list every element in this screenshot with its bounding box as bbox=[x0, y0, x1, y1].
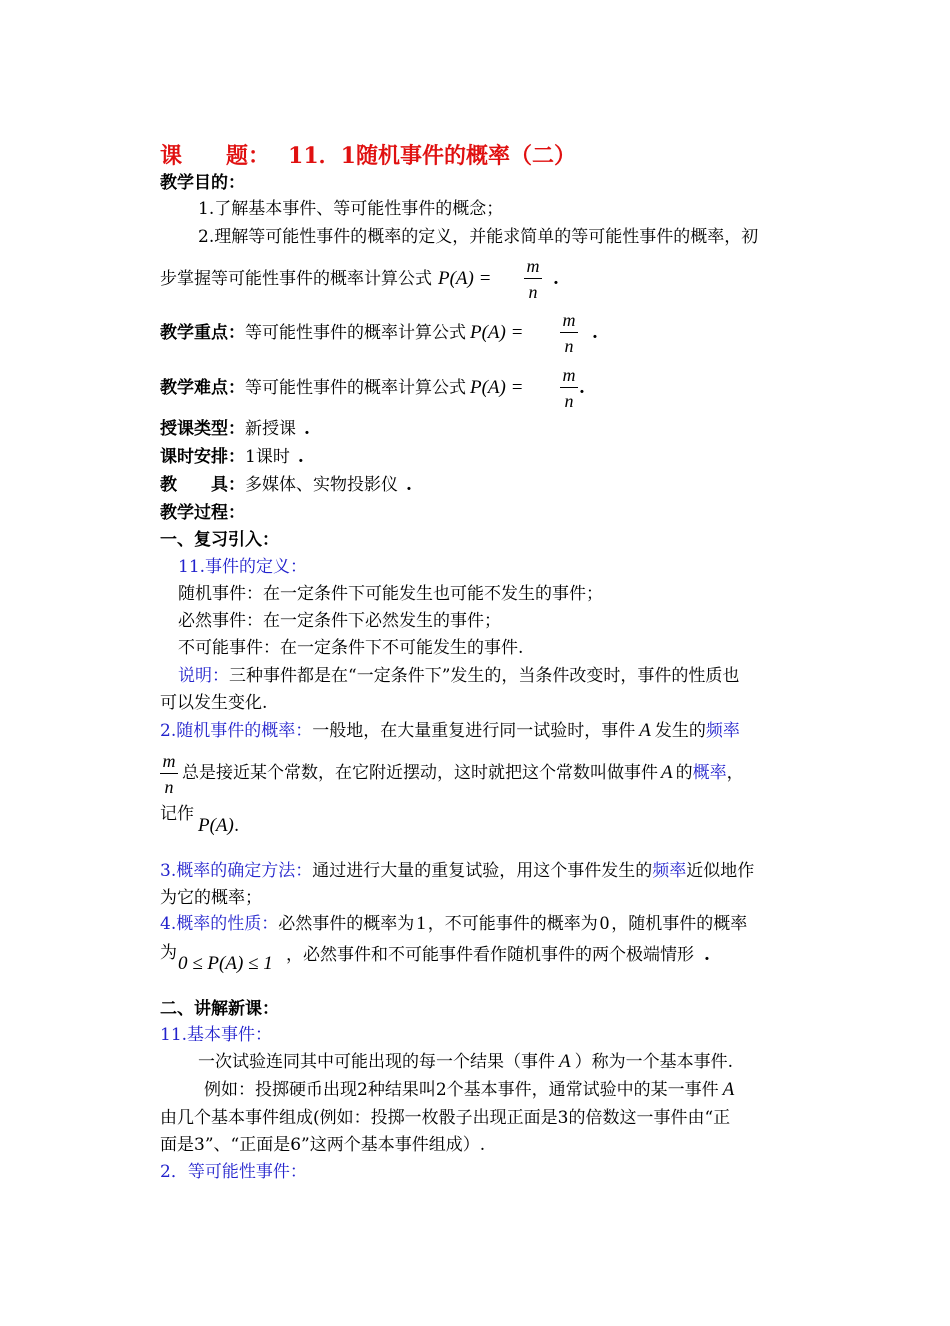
key-point bbox=[160, 322, 523, 344]
item-4-one: 1 bbox=[416, 913, 426, 934]
fraction-bar bbox=[560, 387, 578, 388]
item-3-text2: 近似地作 bbox=[686, 861, 755, 881]
item-4-zero: 0 bbox=[599, 913, 610, 934]
key-point-text: 等可能性事件的概率计算公式 bbox=[245, 323, 466, 343]
difficulty-denominator: n bbox=[564, 391, 574, 411]
item-4-text: 必然事件的概率为 bbox=[278, 914, 415, 934]
review-item-2 bbox=[160, 720, 740, 742]
example-line-1 bbox=[204, 1079, 734, 1101]
random-event-def: 随机事件：在一定条件下可能发生也可能不发生的事件； bbox=[178, 584, 603, 604]
item-2-probability: 概率 bbox=[692, 763, 727, 783]
objective-item-2-line1: 2.理解等可能性事件的概率的定义，并能求简单的等可能性事件的概率，初 bbox=[198, 227, 759, 247]
lesson-type-label: 授课类型： bbox=[160, 419, 245, 439]
review-item-3 bbox=[160, 860, 754, 882]
item-3-text: 通过进行大量的重复试验，用这个事件发生的 bbox=[312, 861, 653, 881]
item-2-text: 一般地，在大量重复进行同一试验时，事件 bbox=[312, 721, 636, 741]
item-2-event-A: A bbox=[639, 720, 651, 741]
item-4-line2b-text: ，必然事件和不可能事件看作随机事件的两个极端情形 bbox=[286, 945, 694, 965]
hours bbox=[160, 446, 304, 468]
hours-value: 1课时 bbox=[245, 447, 290, 467]
example-A: A bbox=[722, 1079, 735, 1100]
item-2-PA bbox=[198, 815, 239, 837]
new-item-1-text bbox=[198, 1051, 733, 1073]
item-4-line-2a: 为 bbox=[160, 943, 177, 963]
item-4-text3: ，随机事件的概率 bbox=[611, 914, 748, 934]
difficulty-end-dot: . bbox=[579, 378, 585, 398]
item-2-numerator: m bbox=[162, 751, 176, 771]
objectives-heading: 教学目的： bbox=[160, 173, 245, 193]
new-lesson-heading: 二、讲解新课： bbox=[160, 999, 279, 1019]
review-item-4 bbox=[160, 913, 747, 935]
example-text-a: 例如：投掷硬币出现2种结果叫2个基本事件，通常试验中的某一事件 bbox=[204, 1080, 719, 1100]
review-note bbox=[178, 665, 739, 687]
note-text: 三种事件都是在“一定条件下”发生的，当条件改变时，事件的性质也 bbox=[229, 666, 740, 686]
difficulty-text: 等可能性事件的概率计算公式 bbox=[245, 378, 466, 398]
lesson-type-value: 新授课 bbox=[245, 419, 296, 439]
new-item-1-A: A bbox=[559, 1051, 571, 1072]
formula-lhs: P(A) = bbox=[438, 268, 492, 289]
item-4-text2: ，不可能事件的概率为 bbox=[427, 914, 598, 934]
difficulty-label: 教学难点： bbox=[160, 378, 245, 398]
review-item-1-title: 11.事件的定义： bbox=[178, 557, 308, 577]
note-label: 说明： bbox=[178, 666, 229, 686]
objective-end-dot: . bbox=[553, 269, 559, 289]
tools bbox=[160, 474, 412, 496]
formula-numerator: m bbox=[526, 256, 540, 276]
new-item-1-text-a: 一次试验连同其中可能出现的每一个结果（事件 bbox=[198, 1052, 555, 1072]
tools-label: 教 具： bbox=[160, 475, 245, 495]
key-point-end-dot: . bbox=[592, 323, 598, 343]
item-2-line2a: 总是接近某个常数，在它附近摆动，这时就把这个常数叫做事件 bbox=[182, 763, 658, 783]
certain-event-def: 必然事件：在一定条件下必然发生的事件； bbox=[178, 611, 501, 631]
item-3-title: 3.概率的确定方法： bbox=[160, 861, 313, 881]
difficulty-numerator: m bbox=[562, 365, 576, 385]
item-4-line-2b bbox=[286, 944, 710, 966]
difficulty bbox=[160, 377, 523, 399]
fraction-bar bbox=[560, 332, 578, 333]
hours-label: 课时安排： bbox=[160, 447, 245, 467]
example-line-3: 面是3”、“正面是6”这两个基本事件组成）. bbox=[160, 1135, 486, 1155]
key-point-label: 教学重点： bbox=[160, 323, 245, 343]
item-3-frequency: 频率 bbox=[652, 861, 687, 881]
fraction-bar bbox=[160, 773, 178, 774]
hours-dot: . bbox=[297, 447, 304, 467]
impossible-event-def: 不可能事件：在一定条件下不可能发生的事件. bbox=[178, 638, 524, 658]
item-4-inequality: 0 ≤ P(A) ≤ 1 bbox=[178, 953, 273, 974]
new-item-1-title: 11.基本事件： bbox=[160, 1025, 273, 1045]
item-2-denominator: n bbox=[164, 777, 174, 797]
item-2-line2c: ， bbox=[726, 763, 744, 783]
example-line-2: 由几个基本事件组成(例如：投掷一枚骰子出现正面是3的倍数这一事件由“正 bbox=[160, 1108, 731, 1128]
item-4-title: 4.概率的性质： bbox=[160, 914, 279, 934]
item-3-line-2: 为它的概率； bbox=[160, 888, 262, 908]
item-4-end: . bbox=[704, 945, 710, 965]
new-item-2-title: 2．等可能性事件： bbox=[160, 1162, 307, 1182]
key-point-denominator: n bbox=[564, 336, 574, 356]
objective-item-2-text: 步掌握等可能性事件的概率计算公式 bbox=[160, 269, 432, 289]
title-label: 课 题： bbox=[160, 143, 271, 169]
item-2-line-2 bbox=[182, 762, 744, 784]
item-2-frequency: 频率 bbox=[705, 721, 740, 741]
item-2-text2: 发生的 bbox=[654, 721, 706, 741]
review-heading: 一、复习引入： bbox=[160, 530, 279, 550]
objective-item-1: 1.了解基本事件、等可能性事件的概念； bbox=[198, 199, 504, 219]
item-2-PA-formula: P(A) bbox=[198, 815, 234, 836]
item-2-end: . bbox=[233, 816, 240, 836]
item-2-recorded-as: 记作 bbox=[160, 804, 194, 824]
item-2-line2-A: A bbox=[661, 762, 673, 783]
key-point-formula: P(A) = bbox=[470, 322, 524, 343]
fraction-bar bbox=[524, 278, 542, 279]
item-2-title: 2.随机事件的概率： bbox=[160, 721, 313, 741]
objective-item-2-line2 bbox=[160, 268, 491, 290]
lesson-type bbox=[160, 418, 310, 440]
process-heading: 教学过程： bbox=[160, 503, 245, 523]
lesson-type-dot: . bbox=[304, 419, 310, 439]
item-4-inequality-line bbox=[178, 953, 273, 975]
formula-denominator: n bbox=[528, 282, 538, 302]
key-point-numerator: m bbox=[562, 310, 576, 330]
new-item-1-text-b: ）称为一个基本事件. bbox=[574, 1052, 734, 1072]
item-2-line2b: 的 bbox=[675, 763, 693, 783]
note-line-2: 可以发生变化. bbox=[160, 693, 268, 713]
tools-value: 多媒体、实物投影仪 bbox=[245, 475, 398, 495]
page-title bbox=[160, 142, 576, 170]
difficulty-formula: P(A) = bbox=[470, 377, 524, 398]
tools-dot: . bbox=[406, 475, 412, 495]
title-text: 11．1随机事件的概率（二） bbox=[288, 143, 576, 169]
